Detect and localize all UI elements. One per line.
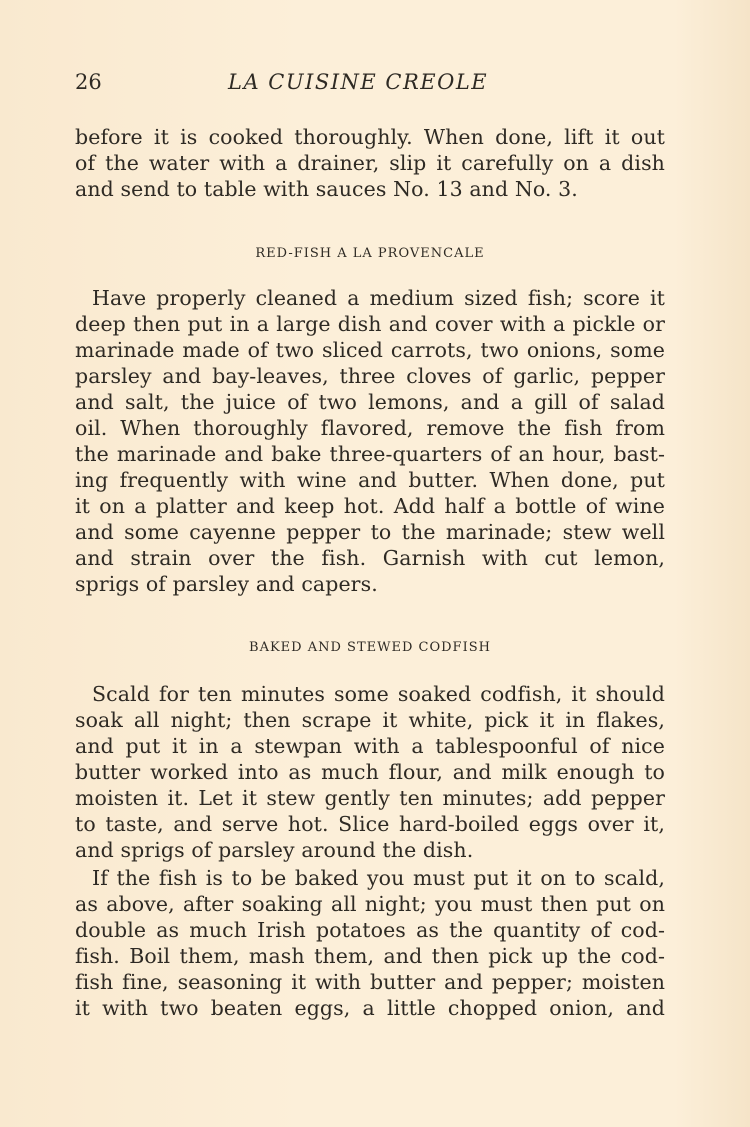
text-line: and sprigs of parsley around the dish.: [75, 838, 474, 862]
text-line: before it is cooked thoroughly. When done, lift it out: [75, 125, 665, 149]
recipe-title: RED-FISH A LA PROVENCALE: [255, 246, 485, 261]
text-line: fish. Boil them, mash them, and then pick up the cod-: [75, 944, 665, 968]
running-title: LA CUISINE CREOLE: [228, 70, 489, 94]
text-line: double as much Irish potatoes as the quantity of cod-: [75, 918, 665, 942]
text-line: Have properly cleaned a medium sized fish; score it: [92, 286, 665, 310]
text-line: oil. When thoroughly flavored, remove the fish from: [75, 416, 665, 440]
text-line: If the fish is to be baked you must put it on to scald,: [92, 866, 665, 890]
text-line: and some cayenne pepper to the marinade; stew well: [75, 520, 665, 544]
text-line: parsley and bay-leaves, three cloves of garlic, pepper: [75, 364, 665, 388]
text-line: of the water with a drainer, slip it carefully on a dish: [75, 151, 665, 175]
text-line: and salt, the juice of two lemons, and a gill of salad: [75, 390, 665, 414]
text-line: to taste, and serve hot. Slice hard-boiled eggs over it,: [75, 812, 665, 836]
text-line: as above, after soaking all night; you must then put on: [75, 892, 665, 916]
text-line: butter worked into as much flour, and milk enough to: [75, 760, 665, 784]
text-line: it on a platter and keep hot. Add half a bottle of wine: [75, 494, 665, 518]
text-line: marinade made of two sliced carrots, two onions, some: [75, 338, 665, 362]
text-line: it with two beaten eggs, a little chopped onion, and: [75, 996, 665, 1020]
text-line: the marinade and bake three-quarters of an hour, bast-: [75, 442, 665, 466]
text-line: moisten it. Let it stew gently ten minutes; add pepper: [75, 786, 665, 810]
recipe-title: BAKED AND STEWED CODFISH: [249, 640, 491, 655]
running-head: [75, 70, 675, 100]
text-line: ing frequently with wine and butter. When done, put: [75, 468, 665, 492]
page-number: 26: [75, 70, 102, 94]
text-line: and send to table with sauces No. 13 and No. 3.: [75, 177, 578, 201]
text-line: soak all night; then scrape it white, pick it in flakes,: [75, 708, 665, 732]
text-line: and strain over the fish. Garnish with cut lemon,: [75, 546, 665, 570]
text-line: Scald for ten minutes some soaked codfish, it should: [92, 682, 665, 706]
text-line: fish fine, seasoning it with butter and pepper; moisten: [75, 970, 665, 994]
text-line: and put it in a stewpan with a tablespoonful of nice: [75, 734, 665, 758]
text-line: sprigs of parsley and capers.: [75, 572, 378, 596]
text-line: deep then put in a large dish and cover with a pickle or: [75, 312, 665, 336]
